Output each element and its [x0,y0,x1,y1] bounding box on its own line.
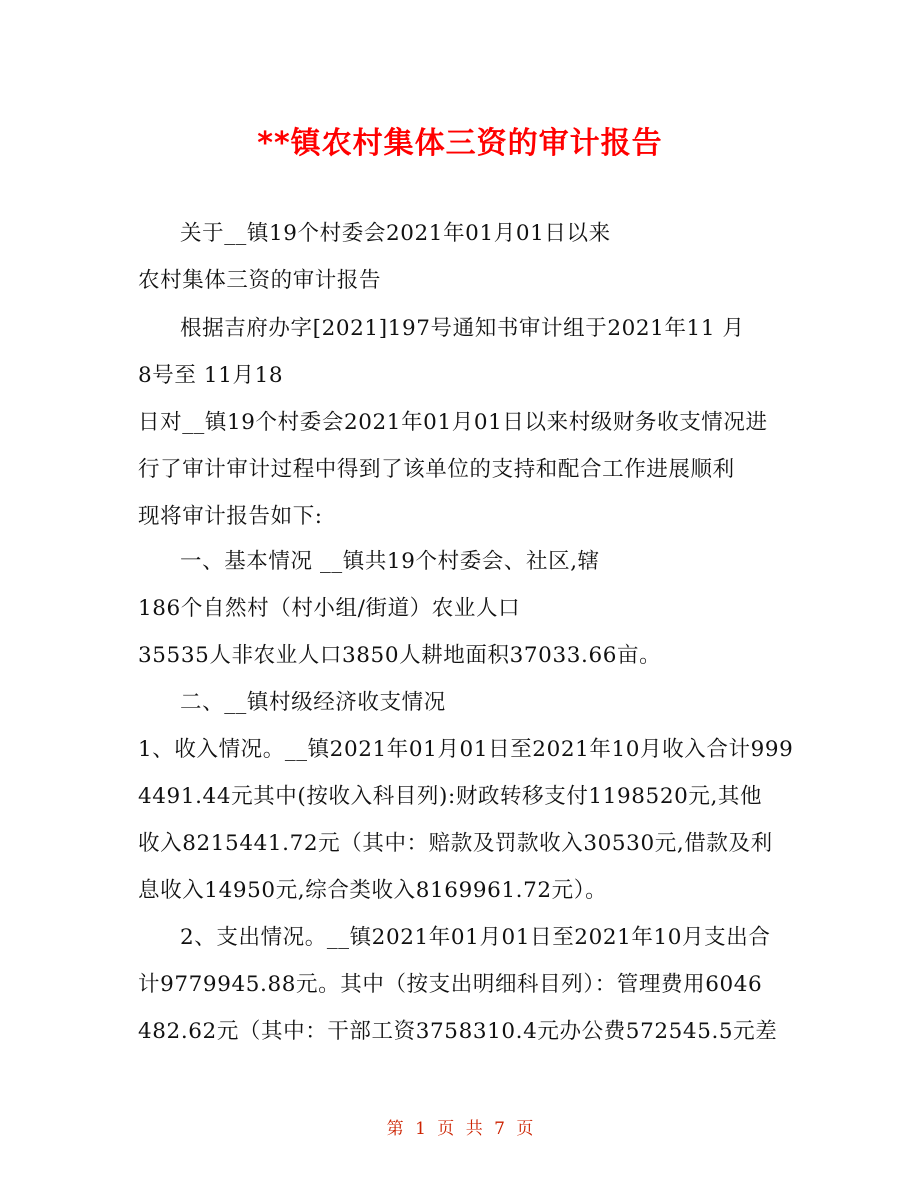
body-line: 1、收入情况。__镇2021年01月01日至2021年10月收入合计999 [138,737,794,762]
document-title: **镇农村集体三资的审计报告 [257,126,663,161]
body-line: 收入8215441.72元（其中：赔款及罚款收入30530元,借款及利 [138,831,773,856]
body-line: 关于__镇19个村委会2021年01月01日以来 [180,221,611,246]
page-number: 第 1 页 共 7 页 [386,1119,534,1139]
section-heading: 一、基本情况 __镇共19个村委会、社区,辖 [180,549,600,574]
section-heading: 二、__镇村级经济收支情况 [180,690,446,715]
body-line: 息收入14950元,综合类收入8169961.72元）。 [138,878,608,903]
body-line: 根据吉府办字[2021]197号通知书审计组于2021年11 月 [180,316,745,341]
body-line: 8号至 11月18 [138,363,284,388]
body-line: 现将审计报告如下: [138,504,323,529]
body-line: 计9779945.88元。其中（按支出明细科目列）：管理费用6046 [138,972,763,997]
body-line: 农村集体三资的审计报告 [138,268,382,293]
body-line: 行了审计审计过程中得到了该单位的支持和配合工作进展顺利 [138,457,735,482]
body-line: 482.62元（其中：干部工资3758310.4元办公费572545.5元差 [138,1019,778,1044]
body-line: 4491.44元其中(按收入科目列):财政转移支付1198520元,其他 [138,784,763,809]
body-line: 日对__镇19个村委会2021年01月01日以来村级财务收支情况进 [138,410,768,435]
body-line: 2、支出情况。__镇2021年01月01日至2021年10月支出合 [180,925,771,950]
body-line: 35535人非农业人口3850人耕地面积37033.66亩。 [138,643,662,668]
body-line: 186个自然村（村小组/街道）农业人口 [138,596,521,621]
